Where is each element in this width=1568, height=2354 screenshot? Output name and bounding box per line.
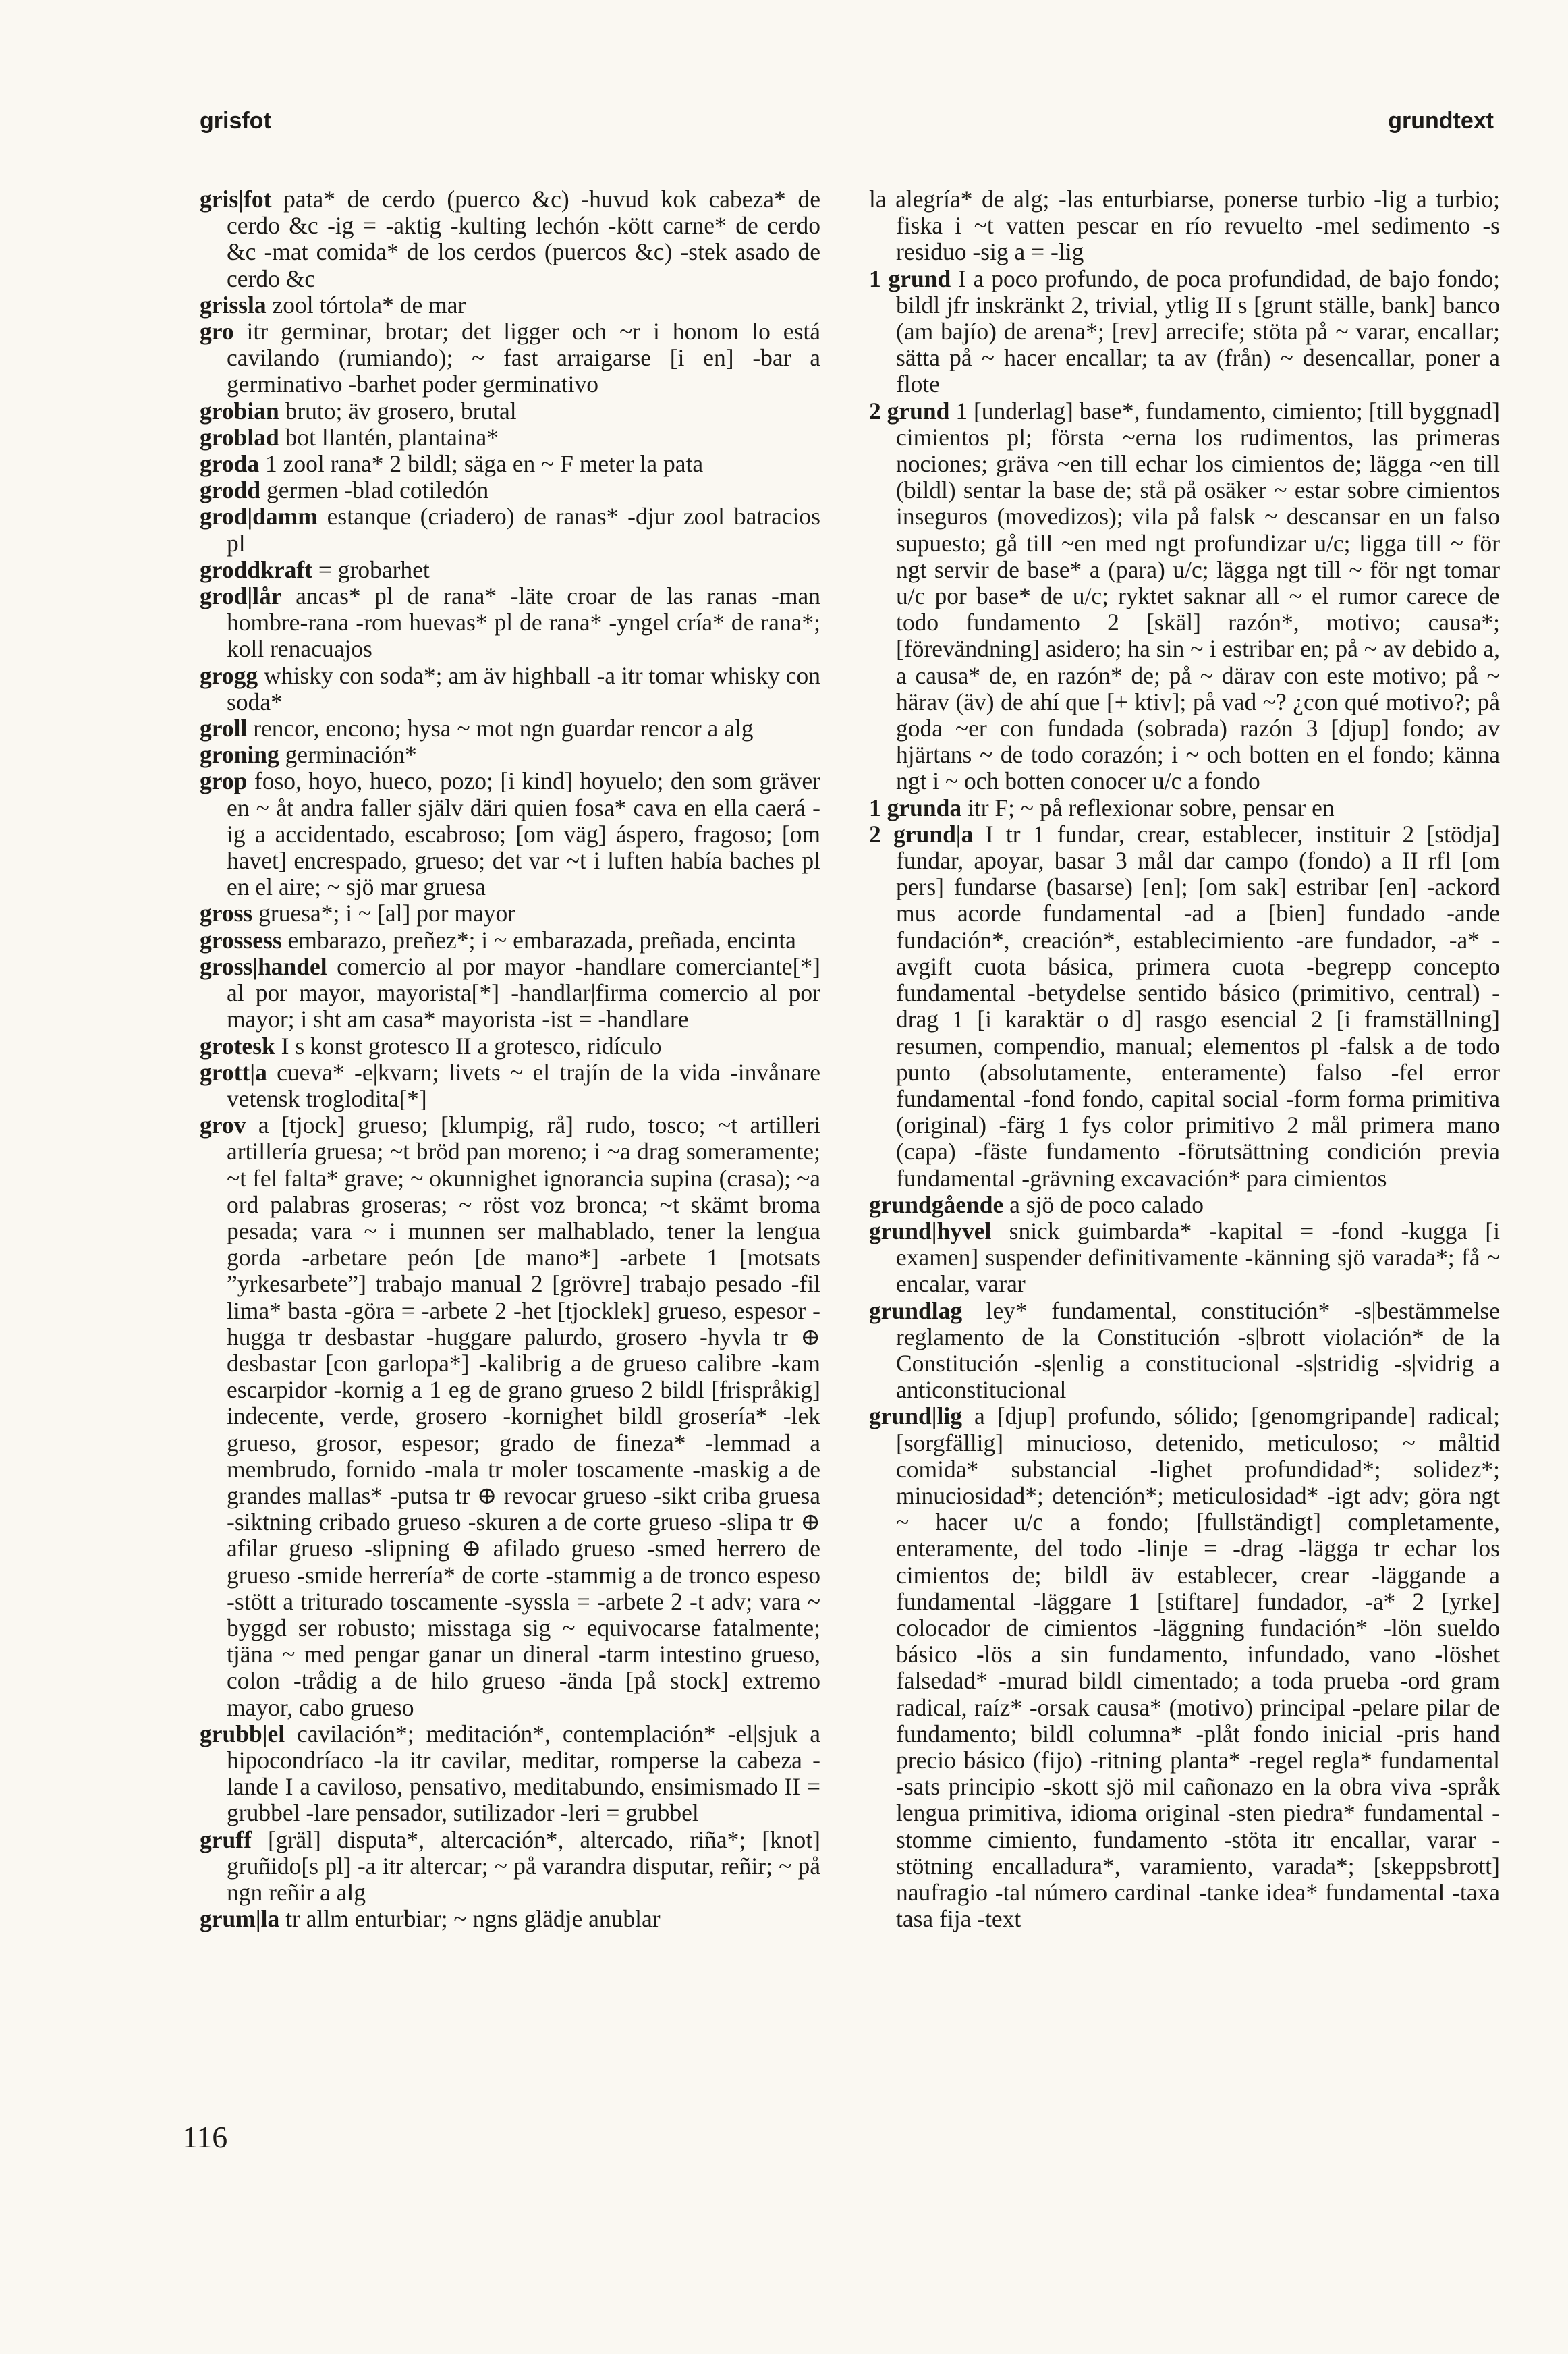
headword: grobian <box>200 397 279 425</box>
entry-definition: gruesa*; i ~ [al] por mayor <box>252 900 516 927</box>
entry-definition: comercio al por mayor -handlare comerciante[*] al por mayor, mayorista[*] -handlar|firma comercio al por mayor; i sht am casa* mayorista -ist = -handlare <box>227 952 820 1033</box>
dictionary-entry <box>869 266 1500 398</box>
dictionary-entry <box>200 768 820 900</box>
headword: groda <box>200 450 260 478</box>
headword: gross <box>200 900 253 927</box>
headword: grotesk <box>200 1032 275 1060</box>
dictionary-entry <box>200 451 820 477</box>
entry-definition: cavilación*; meditación*, contemplación* -el|sjuk a hipocondríaco -la itr cavilar, meditar, romperse la cabeza -lande I a caviloso, pensativo, meditabundo, ensimismado II = grubbel -lare pensador, sutilizador -leri = grubbel <box>227 1720 820 1827</box>
entry-definition: germinación* <box>279 741 417 769</box>
headword: grundlag <box>869 1296 963 1324</box>
entry-definition: cueva* -e|kvarn; livets ~ el trajín de la vida -invånare vetensk troglodita[*] <box>227 1058 820 1112</box>
entry-definition: 1 [underlag] base*, fundamento, cimiento; [till byggnad] cimientos pl; första ~erna los rudimentos, las primeras nociones; gräva ~en till echar los cimientos de; lägga ~en till (bildl) sentar la base de; stå på osäker ~ estar sobre cimientos inseguros (movedizos); vila på falsk ~ descansar en un falso supuesto; gå till ~en med ngt profundizar u/c; ligga till ~ för ngt servir de base* a (para) u/c; lägga ngt till ~ för ngt tomar u/c por base* de u/c; ryktet saknar all ~ el rumor carece de todo fundamento 2 [skäl] razón*, motivo; causa*; [förevändning] asidero; ha sin ~ i estribar en; på ~ av debido a, a causa* de, en razón* de; på ~ därav con este motivo; på ~ härav (äv) de ahí que [+ ktiv]; på vad ~? ¿con qué motivo?; på goda ~er con fundada (sobrada) razón 3 [djup] fondo; av hjärtans ~ de todo corazón; i ~ och botten en el fondo; känna ngt i ~ och botten conocer u/c a fondo <box>896 397 1500 795</box>
dictionary-entry <box>200 1112 820 1721</box>
entry-definition: snick guimbarda* -kapital = -fond -kugga [i examen] suspender definitivamente -känning sjö varada*; få ~ encalar, varar <box>896 1217 1500 1298</box>
headword: 1 grunda <box>869 794 962 821</box>
right-column <box>869 186 1500 2116</box>
entry-definition: bot llantén, plantaina* <box>279 423 499 451</box>
headword: grogg <box>200 661 258 689</box>
headword: grod|damm <box>200 503 318 530</box>
dictionary-entry <box>200 1721 820 1827</box>
entry-definition: pata* de cerdo (puerco &c) -huvud kok cabeza* de cerdo &c -ig = -aktig -kulting lechón -kött carne* de cerdo &c -mat comida* de los cerdos (puercos &c) -stek asado de cerdo &c <box>227 186 820 292</box>
dictionary-entry <box>869 1218 1500 1298</box>
headword: grossess <box>200 926 282 954</box>
headword: gro <box>200 318 234 346</box>
right-guide-word: grundtext <box>1388 108 1494 134</box>
entry-definition: I a poco profundo, de poca profundidad, de bajo fondo; bildl jfr inskränkt 2, trivial, ytlig II s [grunt ställe, bank] banco (am bajío) de arena*; [rev] arrecife; stöta på ~ varar, encallar; sätta på ~ hacer encallar; ta av (från) ~ desencallar, poner a flote <box>896 265 1500 398</box>
headword: groddkraft <box>200 555 312 583</box>
headword: grund|hyvel <box>869 1217 992 1244</box>
headword: groll <box>200 715 248 742</box>
entry-definition: zool tórtola* de mar <box>266 291 466 319</box>
headword: grop <box>200 767 248 795</box>
entry-definition: tr allm enturbiar; ~ ngns glädje anublar <box>279 1905 661 1933</box>
dictionary-entry <box>200 927 820 954</box>
entry-definition: rencor, encono; hysa ~ mot ngn guardar rencor a alg <box>247 715 754 742</box>
dictionary-entry <box>200 398 820 425</box>
dictionary-entry <box>200 663 820 715</box>
entry-definition: whisky con soda*; am äv highball -a itr tomar whisky con soda* <box>227 661 820 715</box>
dictionary-entry <box>200 954 820 1033</box>
headword: grund|lig <box>869 1402 963 1430</box>
headword: gruff <box>200 1826 252 1853</box>
dictionary-entry <box>869 1403 1500 1932</box>
dictionary-entry <box>869 1192 1500 1218</box>
dictionary-entry <box>200 1060 820 1112</box>
entry-definition: I tr 1 fundar, crear, establecer, instituir 2 [stödja] fundar, apoyar, basar 3 mål dar campo (fondo) a II rfl [om pers] fundarse (basarse) [en]; [om sak] estribar [en] -ackord mus acorde fundamental -ad a [bien] fundado -ande fundación*, creación*, establecimiento -are fundador, -a* -avgift cuota básica, primera cuota -begrepp concepto fundamental -betydelse sentido básico (primitivo, central) -drag 1 [i karaktär o d] rasgo esencial 2 [i framställning] resumen, compendio, manual; elementos pl -falsk a de todo punto (absolutamente, enteramente) falso -fel error fundamental -fond fondo, capital social -form forma primitiva (original) -färg 1 fys color primitivo 2 mål primera mano (capa) -fäste fundamento -förutsättning condición previa fundamental -grävning excavación* para cimientos <box>896 820 1500 1192</box>
headword: grundgående <box>869 1190 1004 1218</box>
entry-definition: 1 zool rana* 2 bildl; säga en ~ F meter la pata <box>259 450 704 478</box>
headword: gross|handel <box>200 952 327 980</box>
entry-definition: embarazo, preñez*; i ~ embarazada, preñada, encinta <box>281 926 796 954</box>
entry-definition: estanque (criadero) de ranas* -djur zool batracios pl <box>227 503 820 557</box>
dictionary-entry <box>869 821 1500 1192</box>
dictionary-entry <box>869 186 1500 266</box>
left-guide-word: grisfot <box>200 108 271 134</box>
dictionary-entry <box>869 1298 1500 1404</box>
headword: 1 grund <box>869 265 951 292</box>
entry-definition: a [tjock] grueso; [klumpig, rå] rudo, tosco; ~t artilleri artillería gruesa; ~t bröd pan moreno; i ~a drag someramente; ~t fel falta* grave; ~ okunnighet ignorancia supina (crasa); ~a ord palabras groseras; ~ röst voz bronca; ~t skämt broma pesada; vara ~ i munnen ser malhablado, tener la lengua gorda -arbetare peón [de mano*] -arbete 1 [motsats ”yrkesarbete”] trabajo manual 2 [grövre] trabajo pesado -fil lima* basta -göra = -arbete 2 -het [tjocklek] grueso, espesor -hugga tr desbastar -huggare palurdo, grosero -hyvla tr ⊕ desbastar [con garlopa*] -kalibrig a de grueso calibre -kam escarpidor -kornig a 1 eg de grano grueso 2 bildl [frispråkig] indecente, verde, grosero -kornighet bildl grosería* -lek grueso, grosor, espesor; grado de fineza* -lemmad a membrudo, fornido -mala tr moler toscamente -maskig a de grandes mallas* -putsa tr ⊕ revocar grueso -sikt criba gruesa -siktning cribado grueso -skuren a de corte grueso -slipa tr ⊕ afilar grueso -slipning ⊕ afilado grueso -smed herrero de grueso -smide herrería* de corte -stammig a de tronco espeso -stött a triturado toscamente -syssla = -arbete 2 -t adv; vara ~ byggd ser robusto; misstaga sig ~ equivocarse fatalmente; tjäna ~ med pengar ganar un dineral -tarm intestino grueso, colon -trådig a de hilo grueso -ända [på stock] extremo mayor, cabo grueso <box>227 1112 820 1721</box>
dictionary-entry <box>200 292 820 319</box>
page-header <box>200 108 1494 148</box>
headword: grum|la <box>200 1905 280 1933</box>
entry-definition: [gräl] disputa*, altercación*, altercado, riña*; [knot] gruñido[s pl] -a itr altercar; ~ på varandra disputar, reñir; ~ på ngn reñir a alg <box>227 1826 820 1906</box>
dictionary-entry <box>200 1827 820 1907</box>
entry-definition: = grobarhet <box>312 555 430 583</box>
headword: grissla <box>200 291 267 319</box>
dictionary-entry <box>200 900 820 927</box>
left-column <box>200 186 820 2116</box>
headword: gris|fot <box>200 186 272 213</box>
entry-definition: itr F; ~ på reflexionar sobre, pensar en <box>961 794 1335 821</box>
entry-definition: a [djup] profundo, sólido; [genomgripande] radical; [sorgfällig] minucioso, detenido, meticuloso; ~ måltid comida* substancial -lighet profundidad*; solidez*; minuciosidad*; detención*; meticulosidad* -igt adv; göra ngt ~ hacer u/c a fondo; [fullständigt] completamente, enteramente, del todo -linje = -drag -lägga tr echar los cimientos de; bildl äv establecer, crear -läggande a fundamental -läggare 1 [stiftare] fundador, -a* 2 [yrke] colocador de cimientos -läggning fundación* -lön sueldo básico -lös a sin fundamento, infundado, vano -löshet falsedad* -murad bildl cimentado; a toda prueba -ord gram radical, raíz* -orsak causa* (motivo) principal -pelare pilar de fundamento; bildl columna* -plåt fondo inicial -pris hand precio básico (fijo) -ritning planta* -regel regla* fundamental -sats principio -skott sjö mil cañonazo en la obra viva -språk lengua primitiva, idioma original -sten piedra* fundamental -stomme cimiento, fundamento -stöta itr encallar, varar -stötning encalladura*, varamiento, varada*; [skeppsbrott] naufragio -tal número cardinal -tanke idea* fundamental -taxa tasa fija -text <box>896 1402 1500 1933</box>
entry-definition: ley* fundamental, constitución* -s|bestämmelse reglamento de la Constitución -s|brott violación* de la Constitución -s|enlig a constitucional -s|stridig -s|vidrig a anticonstitucional <box>896 1296 1500 1404</box>
dictionary-entry <box>200 742 820 768</box>
headword: grodd <box>200 476 261 504</box>
headword: 2 grund <box>869 397 950 425</box>
entry-definition: bruto; äv grosero, brutal <box>279 397 517 425</box>
dictionary-entry <box>200 186 820 292</box>
dictionary-entry <box>200 583 820 663</box>
dictionary-entry <box>200 1906 820 1932</box>
dictionary-entry <box>200 503 820 556</box>
headword: grott|a <box>200 1058 267 1086</box>
entry-definition: la alegría* de alg; -las enturbiarse, ponerse turbio -lig a turbio; fiska i ~t vatten pescar en río revuelto -mel sedimento -s residuo -sig a = -lig <box>869 186 1500 266</box>
dictionary-entry <box>200 477 820 503</box>
headword: grov <box>200 1112 246 1139</box>
headword: 2 grund|a <box>869 820 974 848</box>
headword: grubb|el <box>200 1720 285 1747</box>
entry-definition: germen -blad cotiledón <box>260 476 489 504</box>
dictionary-entry <box>200 319 820 398</box>
dictionary-entry <box>200 425 820 451</box>
page-number: 116 <box>182 2120 228 2154</box>
dictionary-entry <box>200 1033 820 1060</box>
entry-definition: ancas* pl de rana* -läte croar de las ranas -man hombre-rana -rom huevas* pl de rana* -yngel cría* de rana*; koll renacuajos <box>227 582 820 663</box>
headword: groblad <box>200 423 279 451</box>
dictionary-entry <box>200 715 820 742</box>
entry-definition: a sjö de poco calado <box>1003 1190 1204 1218</box>
entry-definition: foso, hoyo, hueco, pozo; [i kind] hoyuelo; den som gräver en ~ åt andra faller själv däri quien fosa* cava en ella caerá -ig a accidentado, escabroso; [om väg] áspero, fragoso; [om havet] encrespado, grueso; det var ~t i luften había baches pl en el aire; ~ sjö mar gruesa <box>227 767 820 901</box>
dictionary-entry <box>869 795 1500 821</box>
dictionary-entry <box>869 398 1500 795</box>
dictionary-entry <box>200 557 820 583</box>
entry-definition: I s konst grotesco II a grotesco, ridículo <box>275 1032 662 1060</box>
headword: groning <box>200 741 279 769</box>
headword: grod|lår <box>200 582 282 610</box>
entry-definition: itr germinar, brotar; det ligger och ~r i honom lo está cavilando (rumiando); ~ fast arraigarse [i en] -bar a germinativo -barhet poder germinativo <box>227 318 820 398</box>
